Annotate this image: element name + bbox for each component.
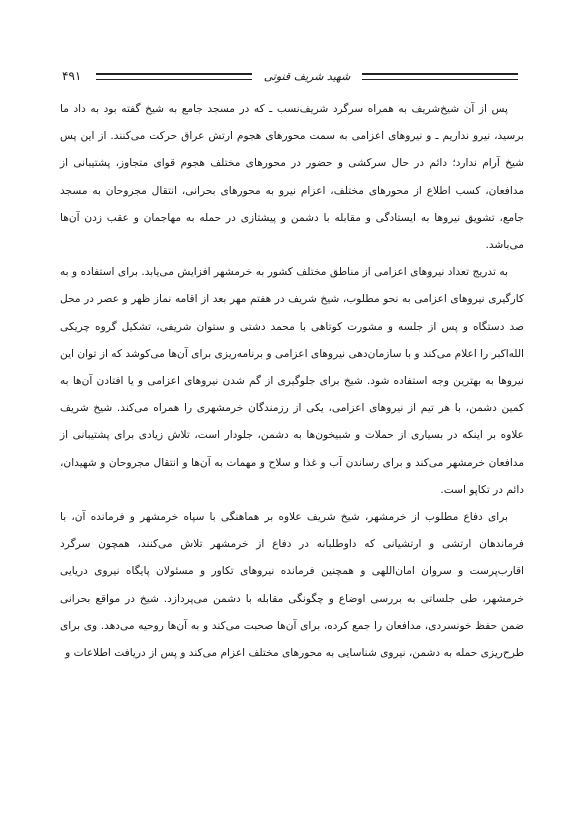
paragraph-2: به تدریج تعداد نیروهای اعزامی از مناطق مختلف کشور به خرمشهر افزایش می‌یابد. برای استفاده و به کارگیری نیروهای اعزامی به نحو مطلوب، شیخ شریف در هفتم مهر بعد از اقامه نماز ظهر و عصر در محل صد دستگاه و پس از جلسه و مشورت کوتاهی با محمد دشتی و ستوان شریفی، تشکیل گروه چریکی الله‌اکبر را اعلام می‌کند و با سازمان‌دهی نیروهای اعزامی و برنامه‌ریزی برای آن‌ها می‌کوشد که از توان این نیروها به بهترین وجه استفاده شود. شیخ برای جلوگیری از گم شدن نیروهای اعزامی و یا افتادن آن‌ها به کمین دشمن، با هر تیم از نیروهای اعزامی، یکی از رزمندگان خرمشهری را همراه می‌کند. شیخ شریف علاوه بر اینکه در بسیاری از حملات و شبیخون‌ها به دشمن، جلودار است، تلاش زیادی برای پشتیبانی از مدافعان خرمشهر می‌کند و برای رساندن آب و غذا و سلاح و مهمات به آن‌ها و انتقال مجروحان و شهیدان، دائم در تکاپو است. — [60, 266, 524, 496]
header-rule-right — [362, 73, 518, 80]
page-number: ۴۹۱ — [62, 69, 82, 83]
page-header — [62, 66, 522, 86]
body-text — [60, 96, 524, 667]
running-title: شهید شریف قنوتی — [263, 69, 351, 83]
paragraph-3: برای دفاع مطلوب از خرمشهر، شیخ شریف علاوه بر هماهنگی با سپاه خرمشهر و فرمانده آن، با فرماندهان ارتشی و ارتشیانی که داوطلبانه در دفاع از خرمشهر تلاش می‌کنند، همچون سرگرد اقارب‌پرست و سروان امان‌اللهی و همچنین فرمانده نیروهای تکاور و مسئولان پایگاه نیروی دریایی خرمشهر، طی جلساتی به بررسی اوضاع و چگونگی مقابله با دشمن می‌پردازد. شیخ در مواقع بحرانی ضمن حفظ خونسردی، مدافعان را جمع کرده، برای آن‌ها صحبت می‌کند و به آن‌ها روحیه می‌دهد. وی برای طرح‌ریزی حمله به دشمن، نیروی شناسایی به محورهای مختلف اعزام می‌کند و پس از دریافت اطلاعات و — [60, 511, 524, 660]
paragraph-1: پس از آن شیخ‌شریف به همراه سرگرد شریف‌نسب ـ که در مسجد جامع به شیخ گفته بود به داد ما برسید، نیرو نداریم ـ و نیروهای اعزامی به سمت محورهای هجوم ارتش عراق حرکت می‌کنند. از این پس شیخ آرام ندارد؛ دائم در حال سرکشی و حضور در محورهای مختلف هجوم قوای متجاوز، پشتیبانی از مدافعان، کسب اطلاع از محورهای مختلف، اعزام نیرو به محورهای بحرانی، انتقال مجروحان به مسجد جامع، تشویق نیروها به ایستادگی و مقابله با دشمن و پیشتازی در حمله به مهاجمان و عقب زدن آن‌ها می‌باشد. — [60, 103, 524, 252]
header-rule-left — [96, 73, 252, 80]
